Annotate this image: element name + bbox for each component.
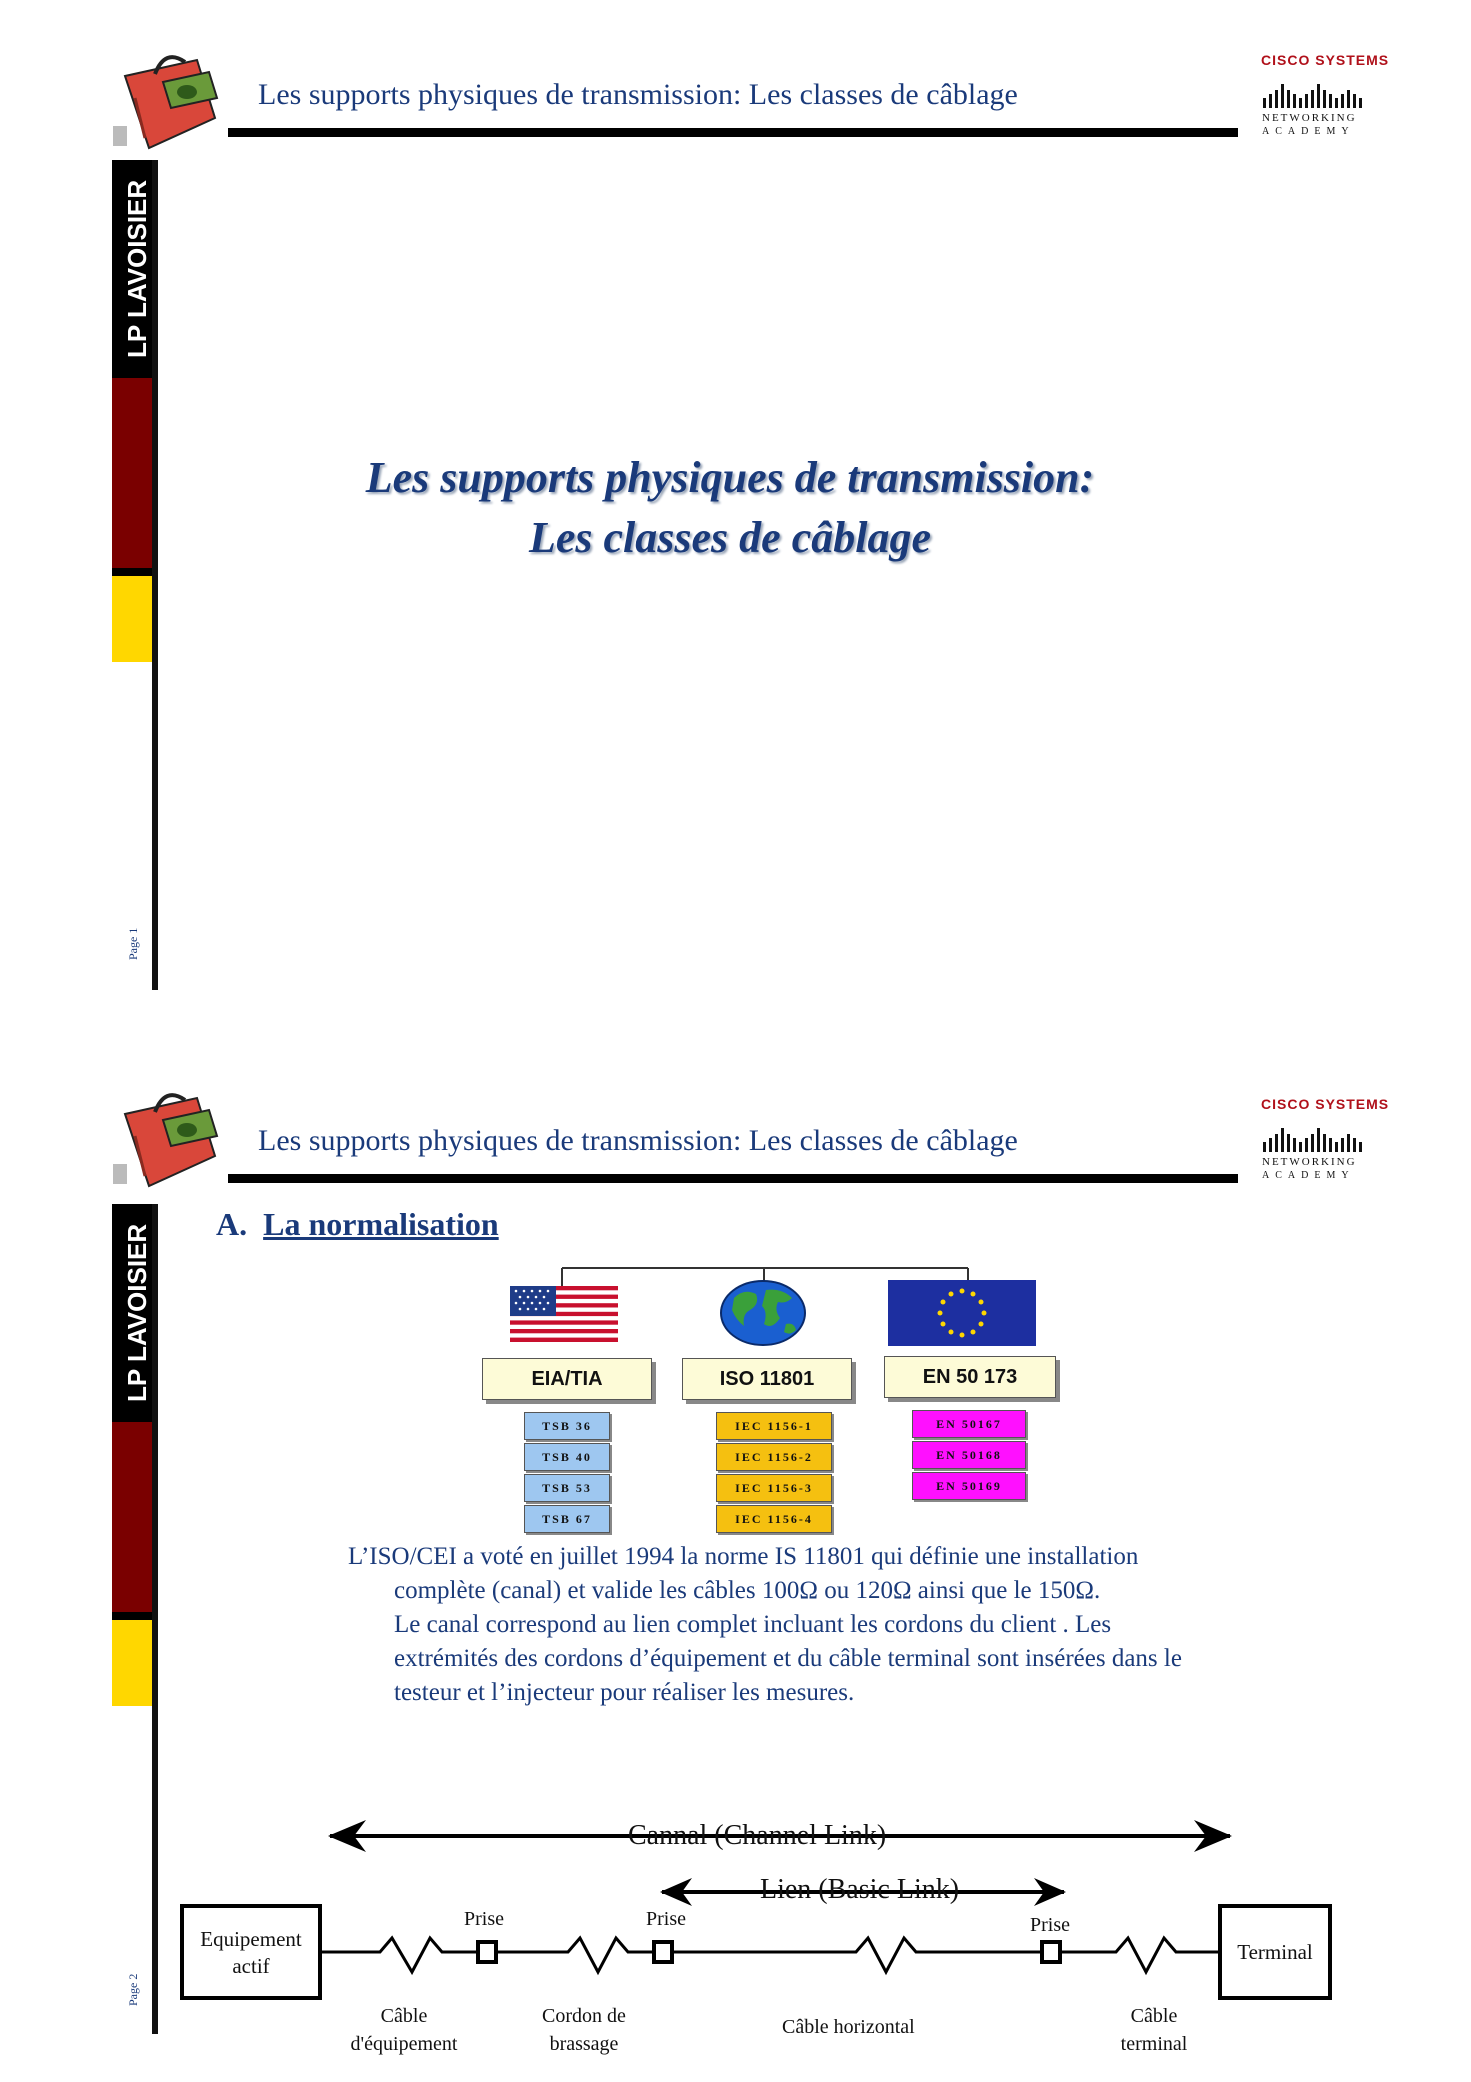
cisco-systems-logo-text: CISCO SYSTEMS [1261,52,1390,68]
equipment-label: Equipement actif [200,1927,302,1978]
slide-title-line-2: Les classes de câblage [529,513,931,562]
header-rule [228,1174,1238,1183]
prise-3-icon [1042,1942,1060,1962]
sub-standard-tsb-40: TSB 40 [524,1443,610,1471]
header-title: Les supports physiques de transmission: Les classes de câblage [258,1124,1018,1157]
sub-standard-iec-1156-3: IEC 1156-3 [716,1474,832,1502]
prise-1-icon [478,1942,496,1962]
slide-title-line-1: Les supports physiques de transmission: [365,453,1095,502]
eu-flag-icon [888,1280,1036,1346]
cisco-bridge-logo-icon [1261,70,1371,110]
prise-3-label: Prise [1030,1914,1070,1936]
sub-standard-tsb-53: TSB 53 [524,1474,610,1502]
sub-standard-tsb-36: TSB 36 [524,1412,610,1440]
sub-standard-en-50169: EN 50169 [912,1472,1026,1500]
cisco-networking-text: NETWORKING [1262,112,1357,124]
prise-2-icon [654,1942,672,1962]
paragraph-line-4: extrémités des cordons d’équipement et du câble terminal sont insérées dans le [394,1645,1182,1672]
standard-box-iso-11801: ISO 11801 [682,1358,852,1400]
page-number: Page 2 [126,1973,140,2006]
globe-icon [720,1280,806,1346]
sidebar-red-segment [112,378,152,568]
school-bag-logo-icon [105,48,235,158]
cisco-bridge-logo-icon [1261,1114,1371,1154]
cable-horizontal-label: Câble horizontal [782,2016,915,2038]
paragraph-line-5: testeur et l’injecteur pour réaliser les mesures. [394,1679,855,1706]
standard-box-en-50173: EN 50 173 [884,1356,1056,1398]
sidebar-line [152,160,158,990]
section-heading [216,1206,499,1243]
sidebar-red-segment [112,1422,152,1612]
sidebar-divider [112,1612,152,1620]
sub-standard-iec-1156-4: IEC 1156-4 [716,1505,832,1533]
paragraph-line-2: complète (canal) et valide les câbles 100Ω ou 120Ω ainsi que le 150Ω. [394,1577,1101,1604]
prise-1-label: Prise [464,1908,504,1930]
cisco-networking-text: NETWORKING [1262,1156,1357,1168]
paragraph-line-1: L’ISO/CEI a voté en juillet 1994 la norme IS 11801 qui définie une installation [348,1543,1139,1570]
cable-terminal-label: Câble terminal [1120,2005,1188,2055]
header-rule [228,128,1238,137]
sidebar-divider [112,568,152,576]
slide-1 [0,0,1471,1040]
sub-standard-en-50167: EN 50167 [912,1410,1026,1438]
sidebar-yellow-segment [112,576,152,662]
header-title: Les supports physiques de transmission: Les classes de câblage [258,78,1018,111]
standard-box-eia-tia: EIA/TIA [482,1358,652,1400]
page-number: Page 1 [126,927,140,960]
section-title: La normalisation [263,1206,499,1242]
sub-standard-tsb-67: TSB 67 [524,1505,610,1533]
cisco-systems-logo-text: CISCO SYSTEMS [1261,1096,1390,1112]
us-flag-icon [510,1286,618,1342]
sidebar-line [152,1204,158,2034]
cable-equipement-label: Câble d'équipement [350,2005,458,2055]
terminal-label: Terminal [1237,1940,1313,1964]
sub-standard-iec-1156-2: IEC 1156-2 [716,1443,832,1471]
cable-line [320,1938,1220,1972]
sidebar-label: LP LAVOISIER [122,1223,152,1402]
prise-2-label: Prise [646,1908,686,1930]
sub-standard-iec-1156-1: IEC 1156-1 [716,1412,832,1440]
cisco-academy-text: ACADEMY [1262,126,1355,137]
sidebar-yellow-segment [112,1620,152,1706]
section-letter: A. [216,1206,248,1242]
channel-link-label: Cannal (Channel Link) [628,1820,887,1851]
cisco-academy-text: ACADEMY [1262,1170,1355,1181]
basic-link-label: Lien (Basic Link) [760,1874,960,1905]
paragraph-line-3: Le canal correspond au lien complet incluant les cordons du client . Les [394,1611,1112,1638]
cordon-brassage-label: Cordon de brassage [542,2005,626,2055]
sidebar-label: LP LAVOISIER [122,179,152,358]
sub-standard-en-50168: EN 50168 [912,1441,1026,1469]
school-bag-logo-icon [105,1086,235,1196]
slide-2 [0,1042,1471,2082]
